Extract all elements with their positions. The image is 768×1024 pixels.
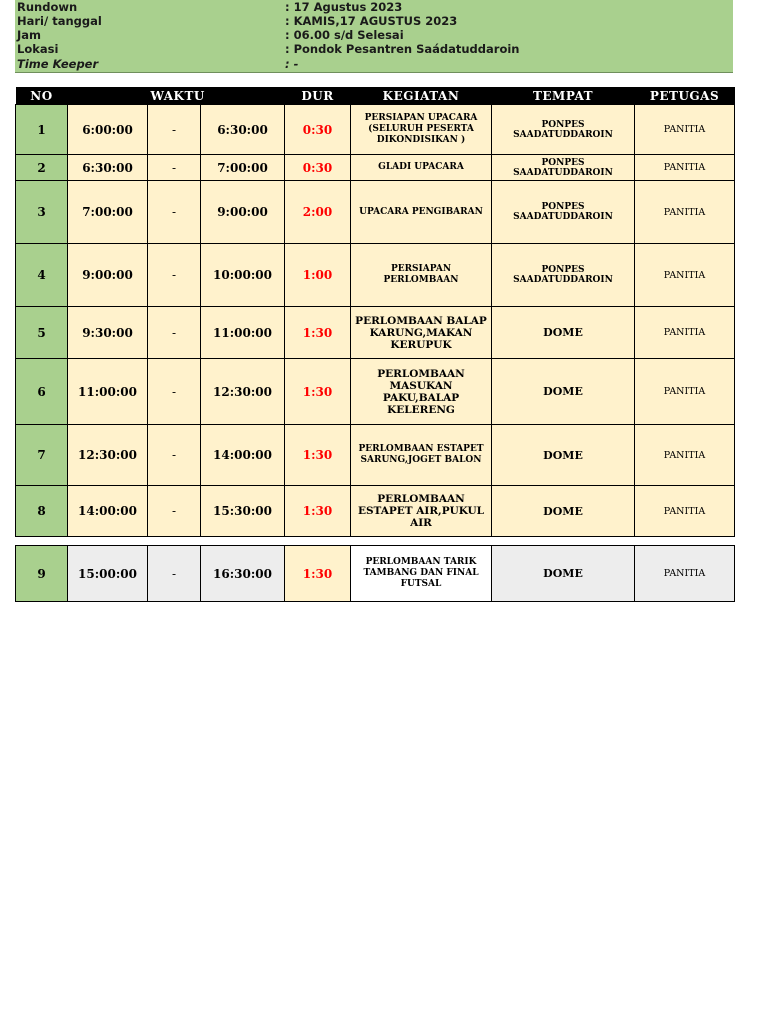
row-activity: PERSIAPAN PERLOMBAAN — [351, 244, 492, 307]
row-end-time: 11:00:00 — [201, 307, 285, 359]
row-end-time: 14:00:00 — [201, 425, 285, 486]
row-place: DOME — [492, 359, 635, 425]
row-officer: PANITIA — [635, 307, 735, 359]
row-end-time: 15:30:00 — [201, 486, 285, 537]
row-no: 5 — [16, 307, 68, 359]
row-activity: PERLOMBAAN ESTAPET AIR,PUKUL AIR — [351, 486, 492, 537]
header-no: NO — [16, 87, 68, 105]
row-duration: 1:30 — [285, 307, 351, 359]
info-row-time — [15, 28, 733, 42]
row-officer: PANITIA — [635, 155, 735, 181]
info-row-rundown — [15, 0, 733, 14]
row-no: 7 — [16, 425, 68, 486]
header-waktu: WAKTU — [68, 87, 285, 105]
row-duration: 0:30 — [285, 155, 351, 181]
row-start-time: 14:00:00 — [68, 486, 148, 537]
row-duration: 1:30 — [285, 486, 351, 537]
table-row — [16, 244, 735, 307]
row-duration: 1:30 — [285, 425, 351, 486]
row-end-time: 6:30:00 — [201, 105, 285, 155]
table-row — [16, 307, 735, 359]
table-row — [16, 546, 735, 602]
row-dash: - — [148, 244, 201, 307]
event-info-block — [15, 0, 733, 73]
info-row-date — [15, 14, 733, 28]
table-row — [16, 155, 735, 181]
row-officer: PANITIA — [635, 244, 735, 307]
row-duration: 2:00 — [285, 181, 351, 244]
info-row-location — [15, 42, 733, 56]
row-place: DOME — [492, 486, 635, 537]
header-dur: DUR — [285, 87, 351, 105]
row-place: PONPES SAADATUDDAROIN — [492, 105, 635, 155]
row-dash: - — [148, 359, 201, 425]
info-value: : KAMIS,17 AGUSTUS 2023 — [285, 14, 458, 28]
row-dash: - — [148, 307, 201, 359]
row-activity: UPACARA PENGIBARAN — [351, 181, 492, 244]
row-officer: PANITIA — [635, 181, 735, 244]
row-place: DOME — [492, 307, 635, 359]
row-start-time: 11:00:00 — [68, 359, 148, 425]
table-row — [16, 181, 735, 244]
info-label: Time Keeper — [17, 57, 99, 71]
info-label: Rundown — [17, 0, 78, 14]
row-activity: PERLOMBAAN BALAP KARUNG,MAKAN KERUPUK — [351, 307, 492, 359]
header-petugas: PETUGAS — [635, 87, 735, 105]
row-no: 3 — [16, 181, 68, 244]
info-value: : - — [285, 57, 299, 71]
row-start-time: 6:30:00 — [68, 155, 148, 181]
row-dash: - — [148, 155, 201, 181]
rundown-table — [15, 87, 735, 602]
row-start-time: 9:30:00 — [68, 307, 148, 359]
row-duration: 1:30 — [285, 546, 351, 602]
row-activity: PERLOMBAAN MASUKAN PAKU,BALAP KELERENG — [351, 359, 492, 425]
header-tempat: TEMPAT — [492, 87, 635, 105]
table-row — [16, 359, 735, 425]
row-end-time: 16:30:00 — [201, 546, 285, 602]
row-activity: GLADI UPACARA — [351, 155, 492, 181]
row-no: 2 — [16, 155, 68, 181]
table-row — [16, 486, 735, 537]
row-start-time: 15:00:00 — [68, 546, 148, 602]
row-no: 1 — [16, 105, 68, 155]
row-start-time: 9:00:00 — [68, 244, 148, 307]
row-start-time: 12:30:00 — [68, 425, 148, 486]
header-kegiatan: KEGIATAN — [351, 87, 492, 105]
row-end-time: 12:30:00 — [201, 359, 285, 425]
row-activity: PERLOMBAAN ESTAPET SARUNG,JOGET BALON — [351, 425, 492, 486]
row-duration: 0:30 — [285, 105, 351, 155]
row-no: 6 — [16, 359, 68, 425]
row-duration: 1:30 — [285, 359, 351, 425]
row-end-time: 10:00:00 — [201, 244, 285, 307]
row-place: PONPES SAADATUDDAROIN — [492, 244, 635, 307]
row-officer: PANITIA — [635, 359, 735, 425]
info-value: : 17 Agustus 2023 — [285, 0, 403, 14]
row-dash: - — [148, 546, 201, 602]
info-label: Lokasi — [17, 42, 59, 56]
table-header-row — [16, 87, 735, 105]
row-no: 9 — [16, 546, 68, 602]
row-place: DOME — [492, 425, 635, 486]
row-place: PONPES SAADATUDDAROIN — [492, 181, 635, 244]
info-label: Jam — [17, 28, 42, 42]
row-start-time: 6:00:00 — [68, 105, 148, 155]
row-end-time: 7:00:00 — [201, 155, 285, 181]
row-activity: PERSIAPAN UPACARA (SELURUH PESERTA DIKONDISIKAN ) — [351, 105, 492, 155]
row-dash: - — [148, 181, 201, 244]
row-dash: - — [148, 105, 201, 155]
row-dash: - — [148, 486, 201, 537]
info-label: Hari/ tanggal — [17, 14, 102, 28]
row-place: DOME — [492, 546, 635, 602]
row-officer: PANITIA — [635, 105, 735, 155]
table-row — [16, 105, 735, 155]
row-place: PONPES SAADATUDDAROIN — [492, 155, 635, 181]
row-end-time: 9:00:00 — [201, 181, 285, 244]
info-row-time-keeper — [15, 57, 733, 71]
table-row — [16, 425, 735, 486]
row-start-time: 7:00:00 — [68, 181, 148, 244]
table-spacer — [16, 537, 735, 546]
info-value: : Pondok Pesantren Saádatuddaroin — [285, 42, 520, 56]
spacer-cell — [16, 537, 735, 546]
row-officer: PANITIA — [635, 486, 735, 537]
row-no: 8 — [16, 486, 68, 537]
info-value: : 06.00 s/d Selesai — [285, 28, 404, 42]
row-officer: PANITIA — [635, 425, 735, 486]
row-duration: 1:00 — [285, 244, 351, 307]
row-no: 4 — [16, 244, 68, 307]
row-officer: PANITIA — [635, 546, 735, 602]
row-activity: PERLOMBAAN TARIK TAMBANG DAN FINAL FUTSAL — [351, 546, 492, 602]
row-dash: - — [148, 425, 201, 486]
